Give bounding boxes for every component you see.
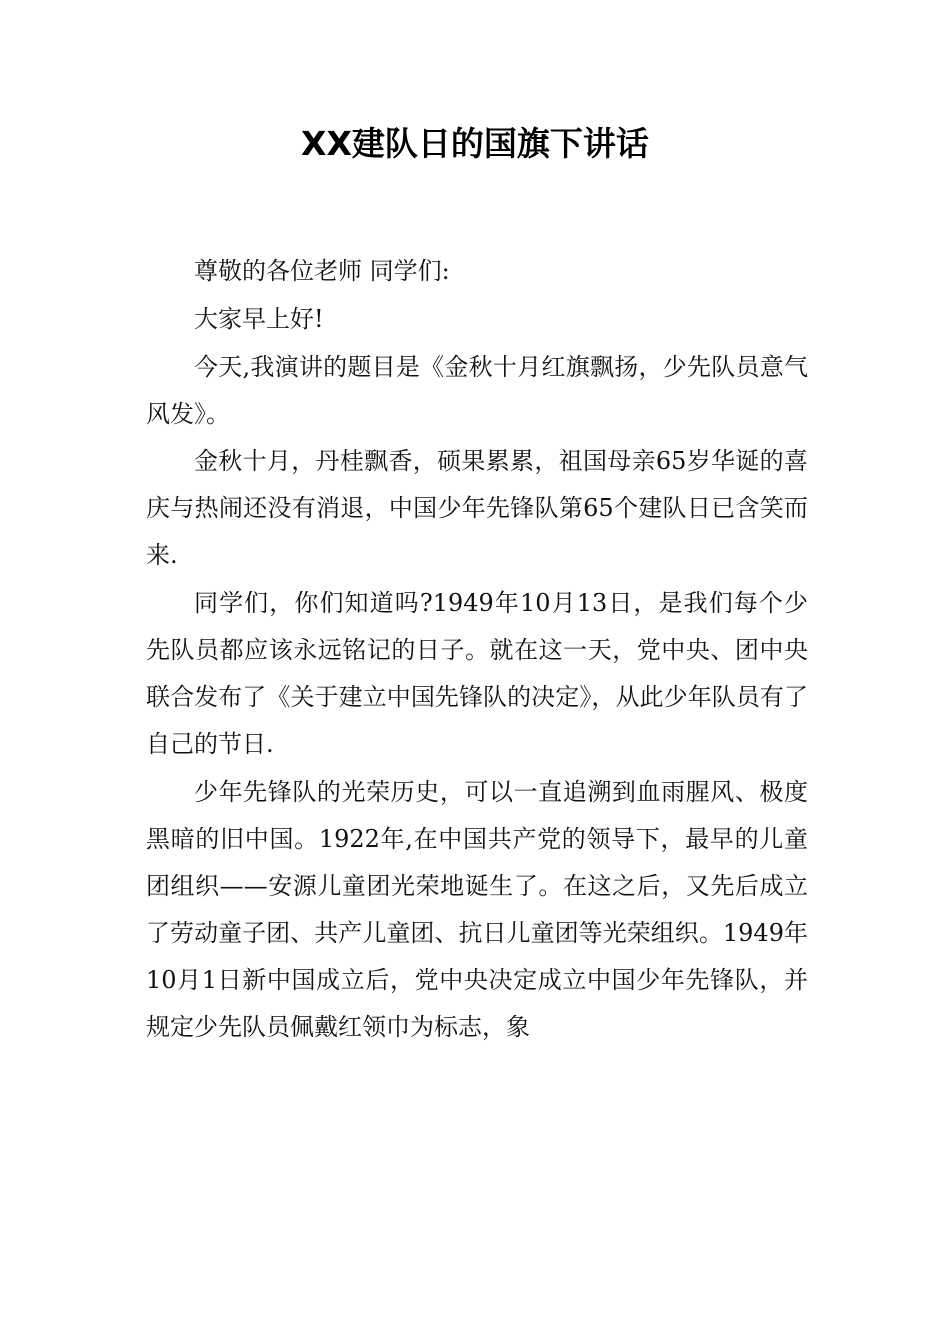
paragraph-golden-autumn: 金秋十月，丹桂飘香，硕果累累，祖国母亲65岁华诞的喜庆与热闹还没有消退，中国少年先锋队第65个建队日已含笑而来. xyxy=(146,447,808,570)
document-body xyxy=(146,248,808,1052)
paragraph-greeting: 尊敬的各位老师 同学们: xyxy=(194,257,450,285)
paragraph-history-date: 同学们，你们知道吗?1949年10月13日，是我们每个少先队员都应该永远铭记的日子。就在这一天，党中央、团中央联合发布了《关于建立中国先锋队的决定》，从此少年队员有了自己的节日. xyxy=(146,589,808,759)
paragraph-topic: 今天,我演讲的题目是《金秋十月红旗飘扬，少先队员意气风发》。 xyxy=(146,352,808,428)
paragraph-good-morning: 大家早上好! xyxy=(194,304,324,333)
document-title: XX建队日的国旗下讲话 xyxy=(301,124,649,163)
paragraph-glorious-history: 少年先锋队的光荣历史，可以一直追溯到血雨腥风、极度黑暗的旧中国。1922年,在中国共产党的领导下，最早的儿童团组织——安源儿童团光荣地诞生了。在这之后，又先后成立了劳动童子团、共产儿童团、抗日儿童团等光荣组织。1949年10月1日新中国成立后，党中央决定成立中国少年先锋队，并规定少先队员佩戴红领巾为标志，象 xyxy=(146,777,808,1041)
